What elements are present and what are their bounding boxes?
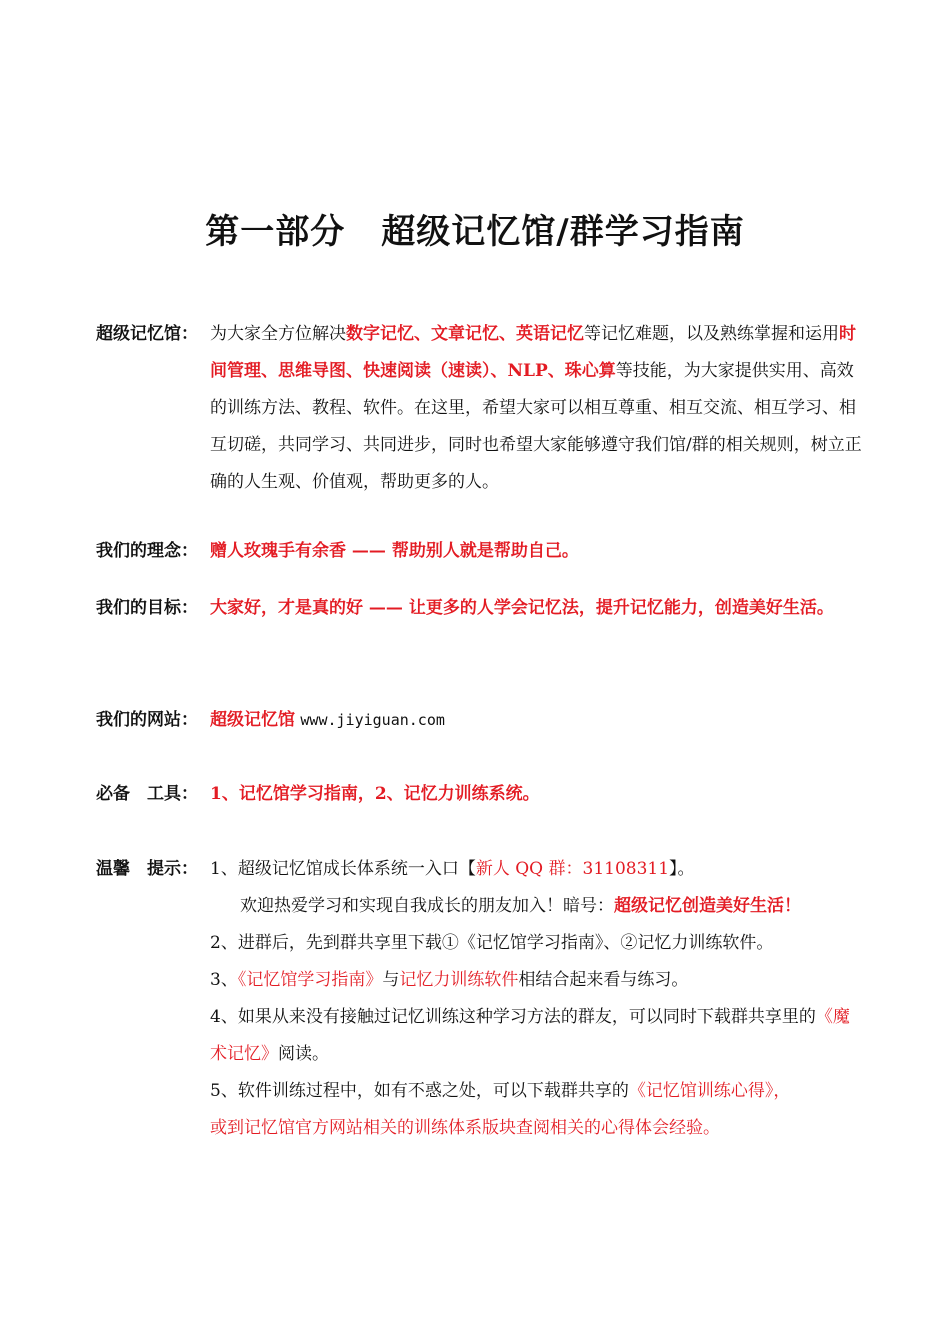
tip-item-4 — [210, 999, 866, 1073]
tips-label: 温馨 提示： — [96, 859, 198, 879]
tips-section — [96, 851, 866, 1147]
tools-section — [96, 776, 866, 813]
goal-section — [96, 590, 866, 627]
title-name: 超级记忆馆/群学习指南 — [381, 212, 745, 252]
website-label: 我们的网站： — [96, 710, 198, 730]
website-name-link[interactable]: 超级记忆馆 — [210, 710, 295, 730]
intro-text-1: 为大家全方位解决 — [210, 324, 346, 344]
page-title — [0, 204, 950, 253]
tools-text: 1、记忆馆学习指南，2、记忆力训练系统。 — [210, 784, 540, 804]
tip-item-5 — [210, 1073, 866, 1110]
tip1-qq-group: 新人 QQ 群：31108311 — [475, 859, 670, 879]
tip1-text-c: 欢迎热爱学习和实现自我成长的朋友加入！暗号： — [240, 896, 614, 916]
intro-text-3: 等技能，为大家提供实用、高效的训练方法、教程、软件。在这里，希望大家可以相互尊重、相互交流、相互学习、相互切磋，共同学习、共同进步，同时也希望大家能够遵守我们馆/群的相关规则，树立正确的人生观、价值观，帮助更多的人。 — [210, 361, 862, 492]
intro-label: 超级记忆馆： — [96, 324, 198, 344]
goal-label: 我们的目标： — [96, 598, 198, 618]
tip3-software: 记忆力训练软件 — [399, 970, 519, 990]
intro-text-2: 等记忆难题，以及熟练掌握和运用 — [584, 324, 839, 344]
tip4-magic-memory: 《魔术记忆》 — [210, 1007, 850, 1064]
tip-item-2: 2、进群后，先到群共享里下载①《记忆馆学习指南》、②记忆力训练软件。 — [210, 933, 774, 953]
tip1-code: 超级记忆创造美好生活！ — [614, 896, 801, 916]
tip1-text-a: 1、超级记忆馆成长体系统一入口【 — [210, 859, 476, 879]
tips-body — [210, 851, 866, 1147]
goal-text: 大家好，才是真的好 —— 让更多的人学会记忆法，提升记忆能力，创造美好生活。 — [210, 598, 834, 618]
tip3-guide: 《记忆馆学习指南》 — [237, 970, 383, 990]
title-part: 第一部分 — [205, 212, 346, 252]
website-url-link[interactable]: www.jiyiguan.com — [300, 711, 445, 729]
intro-highlight-2: 时间管理、思维导图、快速阅读（速读）、NLP、珠心算 — [210, 324, 856, 381]
website-body — [210, 702, 866, 739]
tip3-text-c: 相结合起来看与练习。 — [518, 970, 689, 990]
tip-item-3 — [210, 962, 866, 999]
tip1-text-b: 】。 — [669, 859, 695, 879]
intro-highlight-1: 数字记忆、文章记忆、英语记忆 — [346, 324, 584, 344]
intro-body — [210, 316, 866, 501]
tools-label: 必备 工具： — [96, 784, 198, 804]
website-section — [96, 702, 866, 739]
tip5-training-notes: 《记忆馆训练心得》， — [628, 1081, 791, 1101]
intro-section — [96, 316, 866, 501]
tip-item-5-cont: 或到记忆馆官方网站相关的训练体系版块查阅相关的心得体会经验。 — [210, 1118, 720, 1138]
tip3-text-b: 与 — [382, 970, 400, 990]
philosophy-section — [96, 533, 866, 570]
tip-item-1-cont — [210, 888, 866, 925]
tip4-text-a: 4、如果从来没有接触过记忆训练这种学习方法的群友，可以同时下载群共享里的 — [210, 1007, 816, 1027]
tip3-text-a: 3、 — [210, 970, 238, 990]
tip-item-1 — [210, 851, 866, 888]
philosophy-label: 我们的理念： — [96, 541, 198, 561]
philosophy-text: 赠人玫瑰手有余香 —— 帮助别人就是帮助自己。 — [210, 541, 579, 561]
tip5-text-a: 5、软件训练过程中，如有不惑之处，可以下载群共享的 — [210, 1081, 629, 1101]
tip4-text-b: 阅读。 — [278, 1044, 329, 1064]
